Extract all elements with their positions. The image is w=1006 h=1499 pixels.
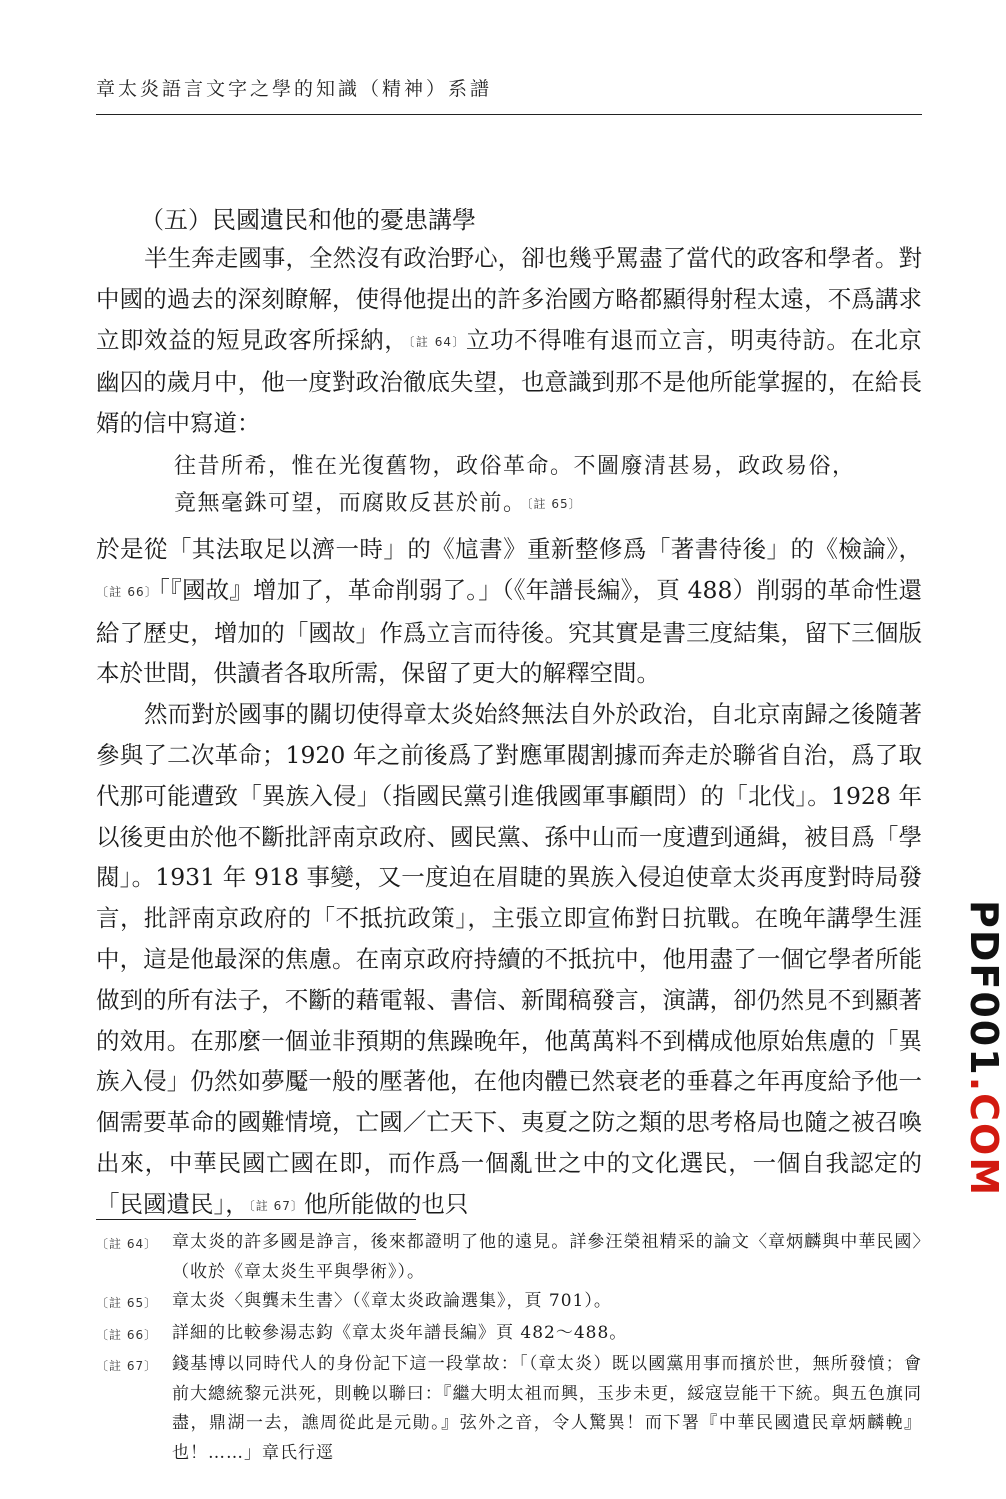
watermark-part-a: PDF001 [962, 900, 1006, 1077]
footnote-65 [96, 1287, 922, 1319]
watermark-part-b: .COM [962, 1076, 1006, 1198]
header-divider [96, 114, 922, 115]
paragraph-text: 他所能做的也只 [303, 1189, 469, 1218]
quote-line-1: 往昔所希，惟在光復舊物，政俗革命。不圖廢清甚易，政政易俗， [174, 453, 856, 479]
paragraph-text: 立功不得唯有退而立言，明夷待訪。在北京幽囚的歲月中，他一度對政治徹底失望，也意識到那不是他所能掌握的，在給長婿的信中寫道： [96, 325, 922, 438]
block-quote [96, 444, 922, 529]
footnote-64 [96, 1228, 922, 1287]
watermark [962, 900, 1006, 1197]
paragraph-3 [96, 694, 922, 1226]
paragraph-1 [96, 238, 922, 444]
footnote-text: 錢基博以同時代人的身份記下這一段掌故：「（章太炎）既以國黨用事而擯於世，無所發憤；會前大總統黎元洪死，則輓以聯曰：『繼大明太祖而興，玉步未更，綏寇豈能干下統。與五色旗同盡，鼎湖一去，譙周從此是元勛。』弦外之音，令人驚異！而下署『中華民國遺民章炳麟輓』也！……」章氏行逕 [172, 1354, 922, 1463]
quote-text: 竟無毫銖可望，而腐敗反甚於前。 [174, 490, 527, 516]
paragraph-text: 於是從「其法取足以濟一時」的《訄書》重新整修爲「著書待後」的《檢論》， [96, 534, 922, 563]
footnote-66 [96, 1319, 922, 1351]
footnote-text: 詳細的比較參湯志鈞《章太炎年譜長編》頁 482～488。 [172, 1322, 628, 1343]
footnotes [96, 1228, 922, 1468]
footnote-ref-66[interactable]: 〔註 66〕 [96, 584, 159, 599]
paragraph-text: 「『國故』增加了，革命削弱了。」（《年譜長編》，頁 488）削弱的革命性還給了歷史，增加的「國故」作爲立言而待後。究其實是書三度結集，留下三個版本於世間，供讀者各取所需，保留了更大的解釋空間。 [96, 575, 922, 688]
paragraph-text: 然而對於國事的關切使得章太炎始終無法自外於政治，自北京南歸之後隨著參與了二次革命；1920 年之前後爲了對應軍閥割據而奔走於聯省自治，爲了取代那可能遭致「異族入侵」（指國民黨引進俄國軍事顧問）的「北伐」。1928 年以後更由於他不斷批評南京政府、國民黨、孫中山而一度遭到通緝，被目爲「學閥」。1931 年 918 事變，又一度迫在眉睫的異族入侵迫使章太炎再度對時局發言，批評南京政府的「不抵抗政策」，主張立即宣佈對日抗戰。在晚年講學生涯中，這是他最深的焦慮。在南京政府持續的不抵抗中，他用盡了一個它學者所能做到的所有法子，不斷的藉電報、書信、新聞稿發言，演講，卻仍然見不到顯著的效用。在那麼一個並非預期的焦躁晚年，他萬萬料不到構成他原始焦慮的「異族入侵」仍然如夢魘一般的壓著他，在他肉體已然衰老的垂暮之年再度給予他一個需要革命的國難情境，亡國／亡天下、夷夏之防之類的思考格局也隨之被召喚出來，中華民國亡國在即，而作爲一個亂世之中的文化選民，一個自我認定的「民國遺民」， [96, 700, 922, 1218]
footnote-ref-65[interactable]: 〔註 65〕 [526, 496, 582, 511]
quote-line-2 [174, 485, 922, 523]
footnote-label: 〔註 66〕 [96, 1327, 158, 1342]
footnote-label: 〔註 64〕 [96, 1237, 158, 1251]
footnote-67 [96, 1350, 922, 1468]
body-text [96, 238, 922, 1227]
footnote-divider [96, 1219, 416, 1220]
footnote-label: 〔註 67〕 [96, 1359, 158, 1373]
footnote-text: 章太炎的許多國是諍言，後來都證明了他的遠見。詳參汪榮祖精采的論文〈章炳麟與中華民國〉（收於《章太炎生平與學術》）。 [172, 1232, 922, 1282]
running-header: 章太炎語言文字之學的知識（精神）系譜 [96, 78, 493, 100]
footnote-label: 〔註 65〕 [96, 1296, 158, 1310]
paragraph-text: 半生奔走國事，全然沒有政治野心，卻也幾乎罵盡了當代的政客和學者。對中國的過去的深刻瞭解，使得他提出的許多治國方略都顯得射程太遠，不爲講求立即效益的短見政客所採納， [96, 244, 922, 354]
section-title: （五）民國遺民和他的憂患講學 [140, 206, 476, 234]
footnote-text: 章太炎〈與龔未生書〉（《章太炎政論選集》，頁 701）。 [172, 1291, 612, 1311]
footnote-ref-67[interactable]: 〔註 67〕 [248, 1198, 304, 1213]
paragraph-2 [96, 529, 922, 694]
footnote-ref-64[interactable]: 〔註 64〕 [408, 334, 467, 349]
